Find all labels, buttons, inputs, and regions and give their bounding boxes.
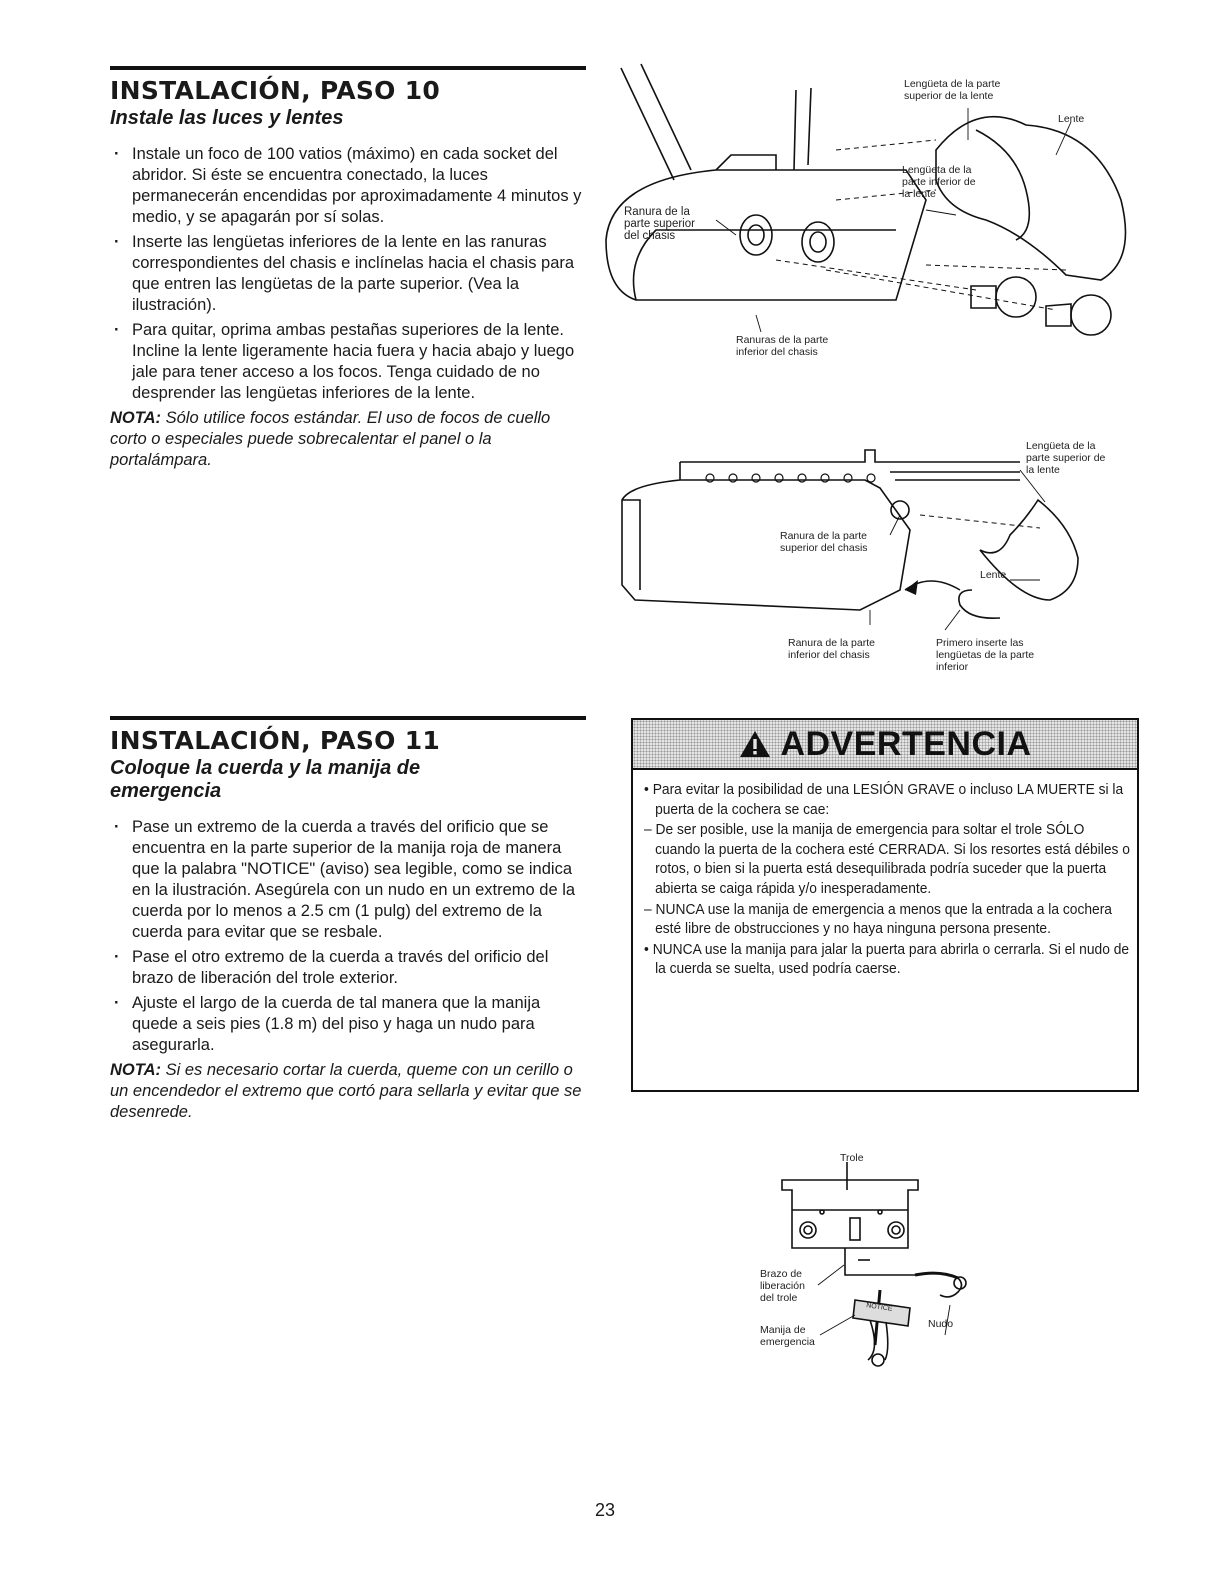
step11-section — [110, 716, 586, 1123]
step11-title: INSTALACIÓN, PASO 11 — [110, 726, 441, 755]
step11-bullet-1: · Pase un extremo de la cuerda a través del orificio que se encuentra en la parte superior de la manija roja de manera que la palabra "NOTICE" (aviso) sea legible, como se indica en la ilustración. Asegúrela con un nudo en un extremo de la cuerda por lo menos a 2.5 cm (1 pulg) del extremo de la cuerda para evitar que se resbale. — [110, 817, 586, 943]
page-number: 23 — [594, 1500, 616, 1520]
step10-rule — [110, 66, 586, 70]
step10-bullet-3: · Para quitar, oprima ambas pestañas superiores de la lente. Incline la lente ligeramente hacia fuera y hacia abajo y luego jale para tener acceso a los focos. Tenga cuidado de no desprender las lengüetas inferiores de la lente. — [110, 320, 586, 404]
warning-item-1: • Para evitar la posibilidad de una LESIÓN GRAVE o incluso LA MUERTE si la puerta de la cochera se cae: — [644, 781, 1124, 818]
fig1-label-top-slot: Ranura de la parte superior del chasis — [624, 206, 695, 242]
warning-item-4: • NUNCA use la manija para jalar la puerta para abrirla o cerrarla. Si el nudo de la cuerda se suelta, used podría caerse. — [644, 940, 1130, 978]
fig1-label-top-tab: Lengüeta de la parte superior de la lente — [904, 78, 1001, 102]
fig1-label-bottom-slots: Ranuras de la parte inferior del chasis — [736, 334, 829, 358]
step10-note — [110, 408, 586, 471]
step11-rule — [110, 716, 586, 720]
fig2-label-bottom-slot: Ranura de la parte inferior del chasis — [788, 637, 875, 661]
step11-bullet-2: · Pase el otro extremo de la cuerda a través del orificio del brazo de liberación del trole exterior. — [110, 947, 586, 989]
step10-note-label: NOTA: — [110, 409, 162, 427]
warning-title-row — [738, 725, 1031, 764]
fig1-label-bottom-tab: Lengüeta de la parte inferior de la lente — [902, 164, 976, 200]
warning-item-3: – NUNCA use la manija de emergencia a menos que la entrada a la cochera esté libre de obstrucciones y no haya ninguna persona presente. — [644, 900, 1112, 938]
warning-item-2: – De ser posible, use la manija de emergencia para soltar el trole SÓLO cuando la puerta de la cochera esté CERRADA. Si los resortes está débiles o rotos, o bien si la puerta está desequilibrada podría suceder que la puerta abierta se caiga rápida y/o inesperadamente. — [644, 821, 1130, 897]
fig1-label-lens: Lente — [1058, 113, 1085, 125]
lens-exploded-figure — [596, 60, 1136, 380]
step10-bullets — [110, 144, 586, 404]
fig2-label-lens: Lente — [980, 569, 1007, 581]
step10-title: INSTALACIÓN, PASO 10 — [110, 76, 441, 105]
warning-title: ADVERTENCIA — [780, 724, 1032, 763]
fig2-label-top-tab: Lengüeta de la parte superior de la lente — [1026, 440, 1106, 476]
step11-note-label: NOTA: — [110, 1061, 162, 1079]
warning-header — [633, 720, 1137, 770]
fig3-label-knot: Nudo — [928, 1318, 954, 1330]
step10-section — [110, 66, 586, 471]
fig3-label-handle: Manija de emergencia — [760, 1324, 815, 1348]
trolley-figure — [740, 1150, 980, 1370]
lens-insert-figure — [600, 440, 1130, 690]
step11-bullets — [110, 817, 586, 1056]
step10-bullet-1: · Instale un foco de 100 vatios (máximo) en cada socket del abridor. Si éste se encuentra conectado, la luces permanecerán encendidas por aproximadamente 4 minutos y medio, y se apagarán por sí solas. — [110, 144, 586, 228]
fig3-label-release-arm: Brazo de liberación del trole — [760, 1268, 805, 1304]
step10-subtitle: Instale las luces y lentes — [110, 107, 344, 129]
warning-body — [633, 770, 1145, 979]
step10-bullet-2: · Inserte las lengüetas inferiores de la lente en las ranuras correspondientes del chasis e inclínelas hacia el chasis para que entren las lengüetas de la parte superior. (Vea la ilustración). — [110, 232, 586, 316]
step11-bullet-3: · Ajuste el largo de la cuerda de tal manera que la manija quede a seis pies (1.8 m) del piso y haga un nudo para asegurarla. — [110, 993, 586, 1056]
fig2-label-top-slot: Ranura de la parte superior del chasis — [780, 530, 868, 554]
step11-note-text: Si es necesario cortar la cuerda, queme con un cerillo o un encendedor el extremo que cortó para sellarla y evitar que se desenrede. — [110, 1061, 582, 1121]
fig2-label-first-insert: Primero inserte las lengüetas de la parte inferior — [936, 637, 1035, 673]
fig3-label-trolley: Trole — [840, 1152, 864, 1164]
step10-note-text: Sólo utilice focos estándar. El uso de focos de cuello corto o especiales puede sobrecalentar el panel o la portalámpara. — [110, 409, 551, 469]
warning-triangle-icon — [738, 729, 772, 759]
step11-note — [110, 1060, 586, 1123]
fig3-notice-text: NOTICE — [865, 1302, 893, 1313]
warning-box — [631, 718, 1139, 1092]
step11-subtitle: Coloque la cuerda y la manija de emergencia — [110, 757, 421, 802]
